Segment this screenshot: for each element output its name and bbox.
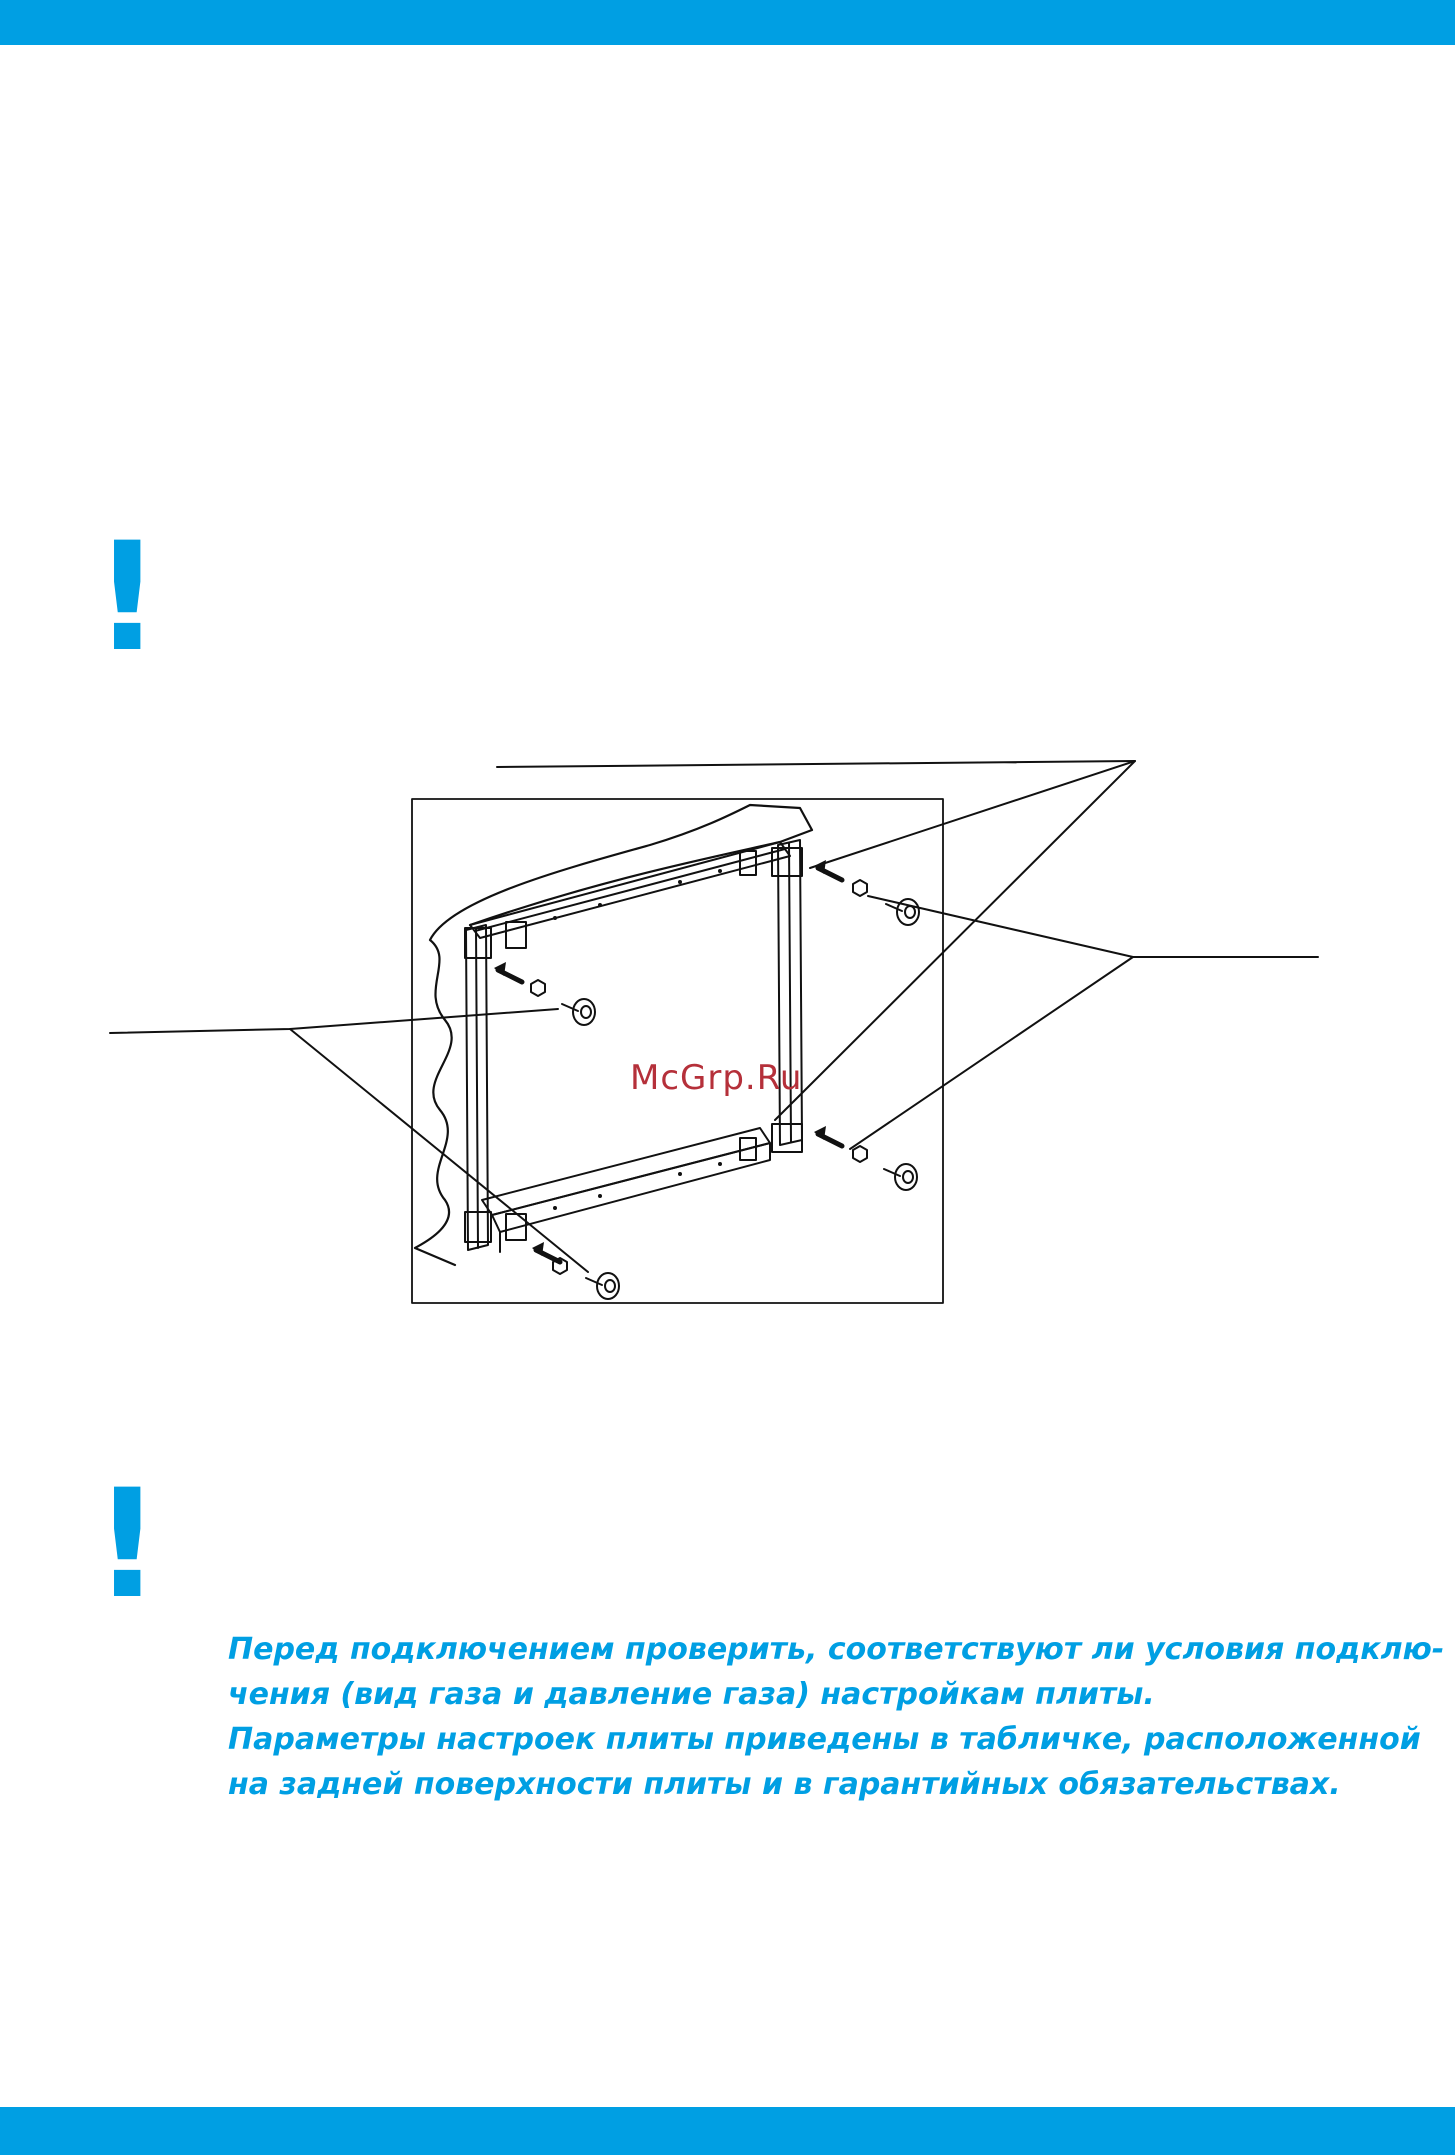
warning-mark-top: ! — [93, 511, 162, 685]
warning-line-2: чения (вид газа и давление газа) настройкам плиты. — [228, 1677, 1155, 1712]
bracket-bottom-right — [772, 1124, 802, 1152]
top-accent-band — [0, 0, 1455, 45]
bottom-accent-band — [0, 2107, 1455, 2155]
leveling-feet — [562, 899, 919, 1299]
leg-installation-diagram — [0, 740, 1455, 1320]
gas-connection-warning — [228, 1627, 1448, 1807]
warning-line-4: на задней поверхности плиты и в гарантийных обязательствах. — [228, 1767, 1341, 1802]
warning-mark-bottom: ! — [93, 1458, 162, 1632]
warning-line-1: Перед подключением проверить, соответствуют ли условия подклю- — [228, 1632, 1445, 1667]
warning-line-3: Параметры настроек плиты приведены в табличке, расположенной — [228, 1722, 1421, 1757]
watermark: McGrp.Ru — [630, 1058, 803, 1098]
leader-lines — [110, 761, 1318, 1272]
